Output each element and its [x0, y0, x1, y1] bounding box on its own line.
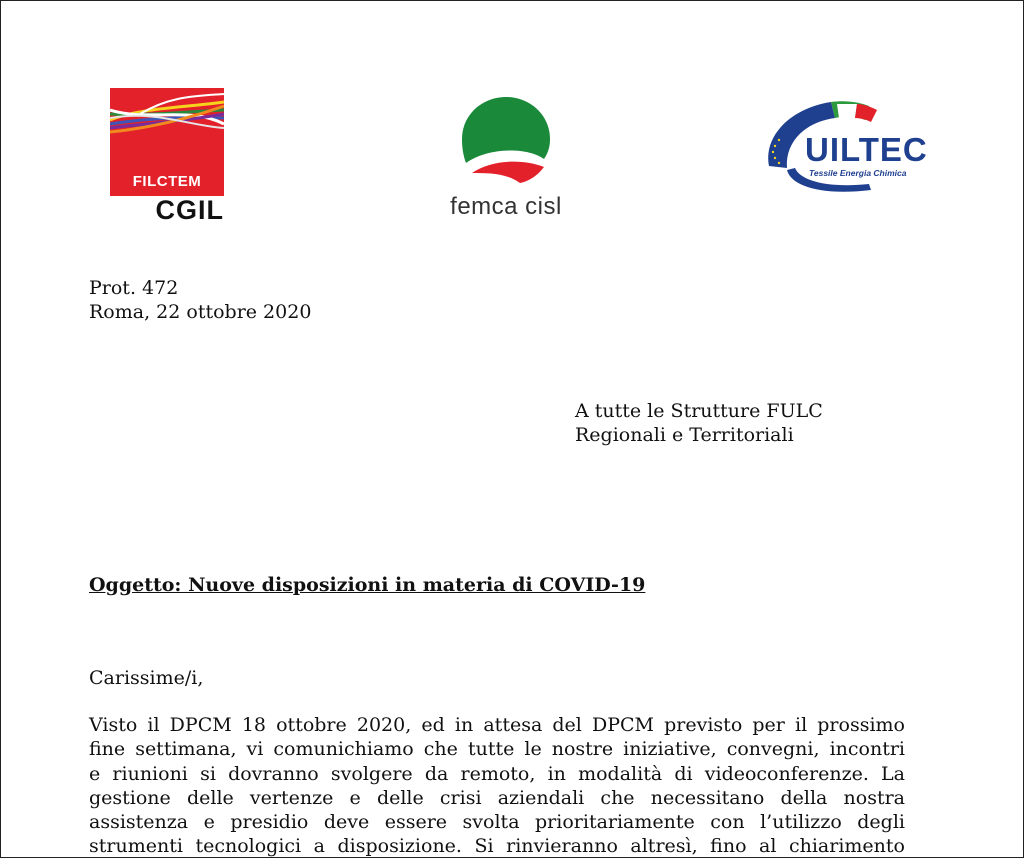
cgil-filctem-text: FILCTEM	[132, 173, 202, 190]
body-line: Visto il DPCM 18 ottobre 2020, ed in attesa del DPCM previsto per il prossimo	[89, 714, 905, 736]
femca-mark-icon	[458, 93, 554, 187]
protocol-block	[89, 276, 311, 324]
body-paragraph	[89, 713, 905, 858]
uiltec-text: UILTEC	[805, 131, 928, 168]
recipient-block	[575, 399, 823, 447]
femca-text: femca cisl	[450, 193, 562, 220]
greeting: Carissime/i,	[89, 667, 204, 689]
body-line: strumenti tecnologici a disposizione. Si rinvieranno altresì, fino al chiarimento	[89, 835, 905, 858]
filctem-cgil-logo	[110, 88, 224, 225]
subject-line: Oggetto: Nuove disposizioni in materia di COVID-19	[89, 574, 646, 596]
uiltec-logo	[761, 96, 931, 201]
recipient-line-1: A tutte le Strutture FULC	[575, 400, 823, 422]
uiltec-subtitle: Tessile Energia Chimica	[809, 168, 907, 178]
place-date: Roma, 22 ottobre 2020	[89, 301, 312, 323]
recipient-line-2: Regionali e Territoriali	[575, 424, 794, 446]
protocol-number: Prot. 472	[89, 277, 179, 299]
body-line: fine settimana, vi comunichiamo che tutte le nostre iniziative, convegni, incontri	[89, 738, 905, 761]
femca-cisl-logo	[431, 93, 581, 223]
body-line: e riunioni si dovranno svolgere da remoto, in modalità di videoconferenze. La	[89, 762, 905, 785]
body-line: gestione delle vertenze e delle crisi aziendali che necessitano della nostra	[89, 786, 905, 809]
cgil-logo-mark	[110, 88, 224, 196]
cgil-text: CGIL	[155, 195, 224, 225]
body-line: assistenza e presidio deve essere svolta prioritariamente con l’utilizzo degli	[89, 811, 905, 834]
